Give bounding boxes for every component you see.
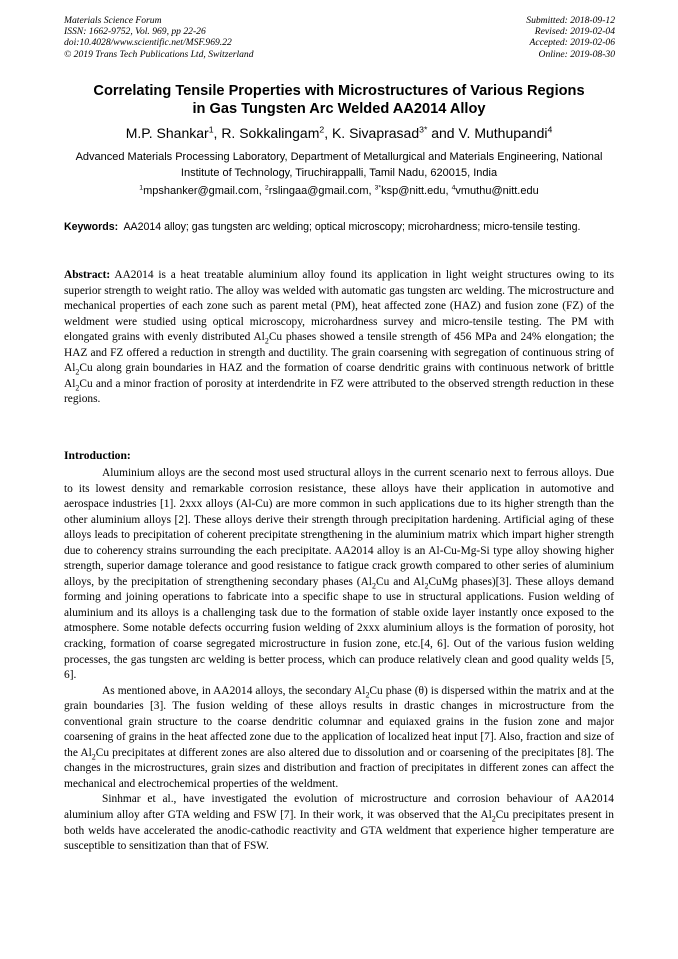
abstract-text: AA2014 is a heat treatable aluminium alloy found its application in light weight structures owing to its superior strength to weight ratio. The alloy was welded with automatic gas tungsten arc welding. The microstructure and mechanical properties of each zone such as parent metal (PM), heat affected zone (HAZ) and fusion zone (FZ) of the weldment were studied using optical microscopy, microhardness survey and micro-tensile testing. The PM with elongated grains with evenly distributed $Al_2Cu$ phases showed a tensile strength of 456 MPa and 24% elongation; the HAZ and FZ offered a reduction in strength and ductility. The grain coarsening with segregation of continuous string of $Al_2Cu$ along grain boundaries in HAZ and the formation of coarse dendritic grains with continuous network of brittle $Al_2Cu$ and a minor fraction of porosity at interdendrite in FZ were attributed to the observed strength reduction in these regions. bbox=[64, 269, 615, 406]
email-separator: , bbox=[258, 185, 265, 197]
author-affil-mark: 1 bbox=[208, 124, 214, 135]
accepted-date: Accepted: 2019-02-06 bbox=[529, 37, 615, 49]
email-mark: 2 bbox=[264, 184, 269, 192]
author-affil-mark: 3* bbox=[419, 124, 428, 135]
author-affil-mark: 2 bbox=[319, 124, 325, 135]
submitted-date: Submitted: 2018-09-12 bbox=[526, 15, 615, 26]
email-mark: 1 bbox=[139, 184, 144, 192]
author-separator: and bbox=[427, 125, 459, 141]
keywords-text: AA2014 alloy; gas tungsten arc welding; optical microscopy; microhardness; micro-tensile testing. bbox=[123, 221, 581, 233]
online-date: Online: 2019-08-30 bbox=[538, 48, 615, 60]
title-line-1: Correlating Tensile Properties with Microstructures of Various Regions bbox=[93, 83, 585, 99]
paper-title bbox=[40, 83, 638, 118]
email-address: ksp@nitt.edu bbox=[381, 185, 446, 197]
publication-dates bbox=[526, 15, 615, 60]
introduction-body bbox=[64, 466, 614, 855]
author-separator: , bbox=[324, 125, 332, 141]
intro-paragraph-1: Aluminium alloys are the second most used structural alloys in the current scenario next to ferrous alloys. Due to its lowest density and remarkable corrosion resistance, these alloys have their application in automotive and aerospace industries [1]. 2xxx alloys (Al-Cu) are more common in such applications due to its higher strength than the other aluminium alloys [2]. These alloys derive their strength through precipitation hardening. Artificial aging of these alloys leads to precipitation of coherent precipitate strengthening in the aluminium matrix which impart higher strength due to coherency strains surrounding the each precipitate. AA2014 alloy is an Al-Cu-Mg-Si type alloy showing higher strength, superior damage tolerance and good resistance to fatigue crack growth compared to other series of aluminium alloys, by the precipitation of strengthening secondary phases ($Al_2Cu$ and $Al_2CuMg$ phases)[3]. These alloys demand forming and joining operations to fabricate into a specific shape to use in structural applications. Fusion welding of aluminium and its alloys is a challenging task due to the formation of stable oxide layer instantly once exposed to the atmosphere. Some notable defects occurring fusion welding of 2xxx aluminium alloys is the formation of porosity, hot cracking, formation of coarse segregated microstructure in fusion zone, etc.[4, 6]. Out of the various fusion welding processes, the gas tungsten arc welding is better process, which can produce relatively clean and good quality welds [5, 6]. bbox=[64, 467, 614, 682]
author-name: V. Muthupandi bbox=[458, 125, 548, 141]
email-address: mpshanker@gmail.com bbox=[143, 185, 259, 197]
journal-issn: ISSN: 1662-9752, Vol. 969, pp 22-26 bbox=[64, 26, 206, 38]
affiliation: Advanced Materials Processing Laboratory, Department of Metallurgical and Materials Engineering, National Institute of Technology, Tiruchirappalli, Tamil Nadu, 620015, India bbox=[75, 151, 603, 179]
keywords bbox=[64, 220, 614, 235]
author-name: K. Sivaprasad bbox=[331, 125, 420, 141]
author-separator: , bbox=[213, 125, 222, 141]
revised-date: Revised: 2019-02-04 bbox=[534, 26, 615, 38]
intro-paragraph-2: As mentioned above, in AA2014 alloys, the secondary $Al_2Cu$ phase (θ) is dispersed within the matrix and at the grain boundaries [3]. The fusion welding of these alloys results in drastic changes in microstructure from the conventional grain structure to the coarse dendritic columnar and equiaxed grains in the fusion zone and major coarsening of grains in the heat affected zone due to the application of localized heat input [7]. Also, fraction and size of the $Al_2Cu$ precipitates at different zones are also altered due to dissolution and or coarsening of the precipitates [8]. The changes in the microstructures, grain sizes and distribution and fraction of precipitates in different zones can affect the mechanical and electrochemical properties of the weldment. bbox=[64, 684, 614, 790]
author-list bbox=[40, 124, 638, 142]
introduction-heading: Introduction: bbox=[64, 449, 131, 462]
abstract-label: Abstract: bbox=[64, 269, 111, 281]
email-separator: , bbox=[368, 185, 375, 197]
journal-info bbox=[64, 15, 254, 60]
author-affil-mark: 4 bbox=[547, 124, 553, 135]
journal-doi: doi:10.4028/www.scientific.net/MSF.969.22 bbox=[64, 37, 232, 49]
email-mark: 4 bbox=[451, 184, 456, 192]
intro-paragraph-3: Sinhmar et al., have investigated the evolution of microstructure and corrosion behaviour of AA2014 aluminium alloy after GTA welding and FSW [7]. In their work, it was observed that the $Al_2Cu$ precipitates present in both welds have accelerated the anodic-cathodic reactivity and GTA weldment that experience higher temperature are susceptible to sensitization than that of FSW. bbox=[64, 793, 614, 853]
author-emails bbox=[40, 184, 638, 198]
email-mark: 3* bbox=[374, 184, 382, 192]
email-address: vmuthu@nitt.edu bbox=[455, 185, 539, 197]
abstract bbox=[64, 268, 614, 408]
journal-copyright: © 2019 Trans Tech Publications Ltd, Switzerland bbox=[64, 48, 254, 60]
title-line-2: in Gas Tungsten Arc Welded AA2014 Alloy bbox=[192, 100, 486, 117]
email-separator: , bbox=[445, 185, 452, 197]
author-name: R. Sokkalingam bbox=[221, 125, 320, 141]
author-name: M.P. Shankar bbox=[125, 125, 209, 141]
email-address: rslingaa@gmail.com bbox=[268, 185, 369, 197]
keywords-label: Keywords: bbox=[64, 221, 119, 233]
journal-name: Materials Science Forum bbox=[64, 15, 162, 26]
